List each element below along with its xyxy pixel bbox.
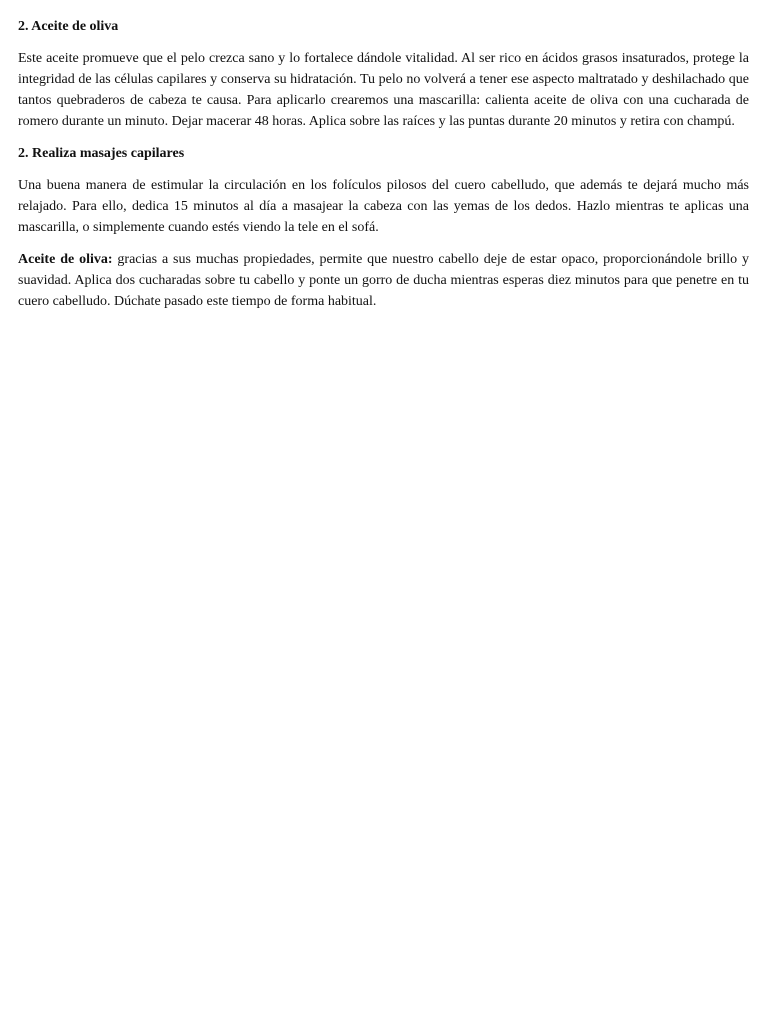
document-page [18, 16, 749, 323]
paragraph-masajes-capilares: Una buena manera de estimular la circulación en los folículos pilosos del cuero cabelludo, que además te dejará mucho más relajado. Para ello, dedica 15 minutos al día a masajear la cabeza con las yemas de los dedos. Hazlo mientras te aplicas una mascarilla, o simplemente cuando estés viendo la tele en el sofá. [18, 178, 749, 235]
section-heading-masajes-capilares: 2. Realiza masajes capilares [18, 146, 185, 161]
section-heading-aceite-de-oliva: 2. Aceite de oliva [18, 19, 119, 34]
paragraph-aceite-de-oliva: Este aceite promueve que el pelo crezca sano y lo fortalece dándole vitalidad. Al ser rico en ácidos grasos insaturados, protege la integridad de las células capilares y conserva su hidratación. Tu pelo no volverá a tener ese aspecto maltratado y deshilachado que tantos quebraderos de cabeza te causa. Para aplicarlo crearemos una mascarilla: calienta aceite de oliva con una cucharada de romero durante un minuto. Dejar macerar 48 horas. Aplica sobre las raíces y las puntas durante 20 minutos y retira con champú. [18, 51, 749, 129]
paragraph-aceite-tip [18, 249, 749, 312]
lead-label: Aceite de oliva: [18, 252, 113, 267]
tip-text: gracias a sus muchas propiedades, permite que nuestro cabello deje de estar opaco, proporcionándole brillo y suavidad. Aplica dos cucharadas sobre tu cabello y ponte un gorro de ducha mientras esperas diez minutos para que penetre en tu cuero cabelludo. Dúchate pasado este tiempo de forma habitual. [18, 252, 749, 309]
